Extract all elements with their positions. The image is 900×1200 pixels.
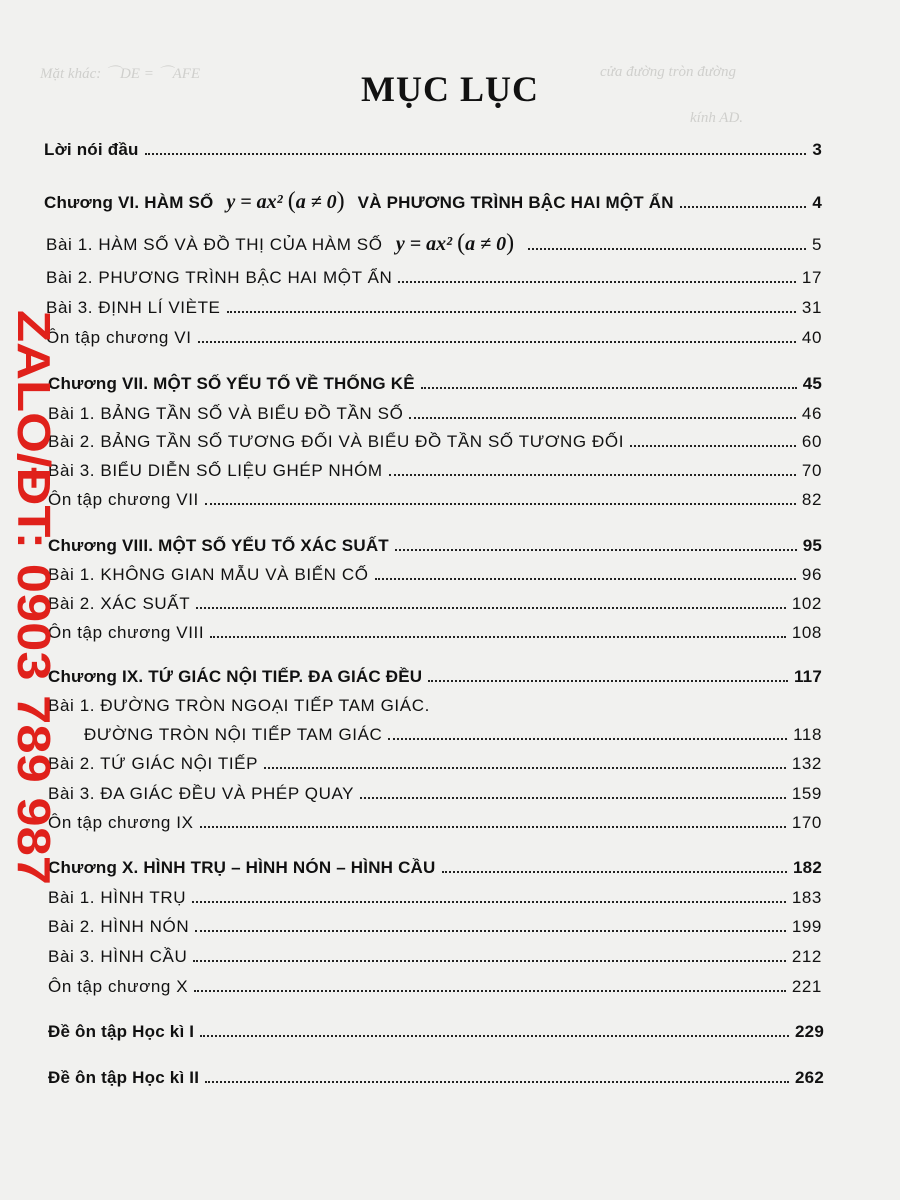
toc-entry[interactable] (48, 461, 822, 487)
toc-entry[interactable] (46, 298, 822, 324)
dot-leader (210, 635, 786, 638)
toc-entry-label-after: VÀ PHƯƠNG TRÌNH BẬC HAI MỘT ẨN (357, 193, 674, 212)
dot-leader (198, 340, 796, 343)
toc-entry-label: Ôn tập chương X (48, 977, 189, 996)
dot-leader (409, 416, 795, 419)
dot-leader (195, 929, 786, 932)
watermark-text: ZALO/ĐT: 0903 789 987 (8, 310, 56, 814)
show-through-text: Mặt khác: ⌒DE = ⌒AFE (40, 66, 201, 82)
show-through-text: cửa đường tròn đường (600, 64, 736, 80)
toc-entry-page: 31 (801, 298, 822, 317)
toc-entry-label: Bài 2. TỨ GIÁC NỘI TIẾP (48, 754, 259, 773)
toc-entry-page: 5 (811, 235, 822, 254)
toc-entry-page: 82 (801, 490, 822, 509)
math-condition: a ≠ 0 (465, 233, 507, 255)
toc-entry-label: Bài 3. ĐỊNH LÍ VIÈTE (46, 298, 221, 317)
toc-entry-label (44, 188, 674, 215)
toc-entry-page: 60 (801, 432, 822, 451)
dot-leader (200, 1034, 789, 1037)
toc-entry[interactable] (48, 784, 822, 810)
toc-entry-label: Bài 3. ĐA GIÁC ĐỀU VÀ PHÉP QUAY (48, 784, 355, 803)
show-through-text: kính AD. (690, 110, 744, 126)
toc-entry-label: Bài 2. PHƯƠNG TRÌNH BẬC HAI MỘT ẨN (46, 268, 393, 287)
toc-entry-page: 3 (812, 140, 822, 159)
toc-entry-label: Bài 2. XÁC SUẤT (48, 594, 191, 613)
dot-leader (193, 959, 785, 962)
toc-entry[interactable] (48, 432, 822, 458)
dot-leader (360, 796, 786, 799)
page-title: MỤC LỤC (361, 69, 539, 109)
toc-entry-page: 95 (802, 536, 822, 555)
math-expression: y = ax² (395, 233, 453, 255)
dot-leader (421, 386, 797, 389)
toc-entry-page: 159 (791, 784, 822, 803)
toc-entry-page: 108 (791, 623, 822, 642)
toc-entry-label-before: Bài 1. HÀM SỐ VÀ ĐỒ THỊ CỦA HÀM SỐ (46, 235, 383, 254)
toc-entry-page: 229 (795, 1022, 824, 1041)
toc-entry-label: ĐƯỜNG TRÒN NỘI TIẾP TAM GIÁC (84, 725, 383, 744)
dot-leader (145, 152, 807, 155)
toc-entry[interactable] (84, 725, 822, 751)
dot-leader (200, 825, 786, 828)
toc-entry[interactable] (48, 696, 822, 722)
dot-leader (194, 989, 786, 992)
toc-entry-page: 183 (791, 888, 822, 907)
toc-entry[interactable] (48, 917, 822, 943)
toc-entry[interactable] (48, 667, 822, 693)
toc-entry-label: Chương VIII. MỘT SỐ YẾU TỐ XÁC SUẤT (48, 536, 389, 555)
dot-leader (680, 205, 807, 208)
toc-entry[interactable] (48, 565, 822, 591)
toc-entry-page: 262 (795, 1068, 824, 1087)
math-formula: y = ax² (a ≠ 0) (226, 188, 345, 214)
toc-entry-label: Bài 1. BẢNG TẦN SỐ VÀ BIỂU ĐỒ TẦN SỐ (48, 404, 404, 423)
toc-entry-page: 102 (791, 594, 822, 613)
toc-entry-page: 182 (793, 858, 822, 877)
toc-entry-label: Bài 2. BẢNG TẦN SỐ TƯƠNG ĐỐI VÀ BIỂU ĐỒ TẦN SỐ TƯƠNG ĐỐI (48, 432, 625, 451)
contact-watermark (8, 310, 56, 890)
toc-entry-label: Ôn tập chương IX (48, 813, 194, 832)
toc-entry[interactable] (46, 230, 822, 256)
toc-entry[interactable] (48, 858, 822, 884)
dot-leader (192, 900, 786, 903)
toc-entry[interactable] (48, 813, 822, 839)
dot-leader (398, 280, 795, 283)
toc-entry-label: Chương IX. TỨ GIÁC NỘI TIẾP. ĐA GIÁC ĐỀU (48, 667, 423, 686)
toc-entry-label: Đề ôn tập Học kì I (48, 1022, 195, 1041)
toc-entry-label: Bài 1. ĐƯỜNG TRÒN NGOẠI TIẾP TAM GIÁC. (48, 696, 430, 715)
toc-entry[interactable] (48, 977, 822, 1003)
dot-leader (264, 766, 786, 769)
toc-entry-label: Đề ôn tập Học kì II (48, 1068, 200, 1087)
toc-entry-label: Lời nói đầu (44, 140, 139, 159)
toc-entry[interactable] (48, 490, 822, 516)
toc-entry[interactable] (48, 594, 822, 620)
toc-entry-label: Bài 3. BIỂU DIỄN SỐ LIỆU GHÉP NHÓM (48, 461, 383, 480)
toc-entry-page: 4 (812, 193, 822, 212)
toc-entry-label: Ôn tập chương VII (48, 490, 199, 509)
toc-entry-page: 170 (791, 813, 822, 832)
toc-entry[interactable] (44, 188, 822, 214)
toc-entry[interactable] (48, 404, 822, 430)
toc-entry-page: 96 (801, 565, 822, 584)
toc-entry-page: 132 (791, 754, 822, 773)
toc-entry-label: Bài 2. HÌNH NÓN (48, 917, 190, 936)
toc-entry[interactable] (48, 947, 822, 973)
math-formula: y = ax² (a ≠ 0) (395, 230, 515, 256)
math-condition: a ≠ 0 (295, 191, 337, 213)
toc-entry-label: Ôn tập chương VI (46, 328, 192, 347)
dot-leader (395, 548, 797, 551)
dot-leader (389, 473, 796, 476)
toc-entry-page: 221 (791, 977, 822, 996)
toc-entry-label: Bài 1. HÌNH TRỤ (48, 888, 187, 907)
toc-entry-page: 70 (801, 461, 822, 480)
toc-entry-label (46, 230, 522, 257)
toc-entry-label: Bài 3. HÌNH CẦU (48, 947, 188, 966)
toc-entry[interactable] (48, 1022, 824, 1048)
dot-leader (442, 870, 788, 873)
dot-leader (205, 1080, 789, 1083)
dot-leader (196, 606, 786, 609)
toc-entry[interactable] (48, 754, 822, 780)
toc-entry[interactable] (48, 536, 822, 562)
toc-entry[interactable] (48, 623, 822, 649)
toc-entry-page: 45 (802, 374, 822, 393)
toc-entry-page: 40 (801, 328, 822, 347)
toc-entry-label: Bài 1. KHÔNG GIAN MẪU VÀ BIẾN CỐ (48, 565, 369, 584)
toc-entry-page: 118 (793, 725, 822, 744)
toc-entry-page: 212 (791, 947, 822, 966)
dot-leader (428, 679, 788, 682)
dot-leader (630, 444, 796, 447)
toc-entry-page: 17 (801, 268, 822, 287)
dot-leader (227, 310, 796, 313)
toc-entry[interactable] (48, 888, 822, 914)
toc-entry-label: Chương VII. MỘT SỐ YẾU TỐ VỀ THỐNG KÊ (48, 374, 415, 393)
toc-entry-label-before: Chương VI. HÀM SỐ (44, 193, 214, 212)
toc-entry-label: Chương X. HÌNH TRỤ – HÌNH NÓN – HÌNH CẦU (48, 858, 436, 877)
toc-entry[interactable] (46, 328, 822, 354)
toc-entry[interactable] (48, 374, 822, 400)
toc-entry-page: 46 (801, 404, 822, 423)
toc-entry-label: Ôn tập chương VIII (48, 623, 205, 642)
toc-entry[interactable] (44, 140, 822, 166)
dot-leader (375, 577, 796, 580)
toc-entry[interactable] (48, 1068, 824, 1094)
dot-leader (205, 502, 796, 505)
dot-leader (528, 247, 806, 250)
dot-leader (388, 737, 787, 740)
toc-entry-page: 117 (793, 667, 822, 686)
math-expression: y = ax² (226, 191, 283, 213)
toc-entry[interactable] (46, 268, 822, 294)
toc-entry-page: 199 (791, 917, 822, 936)
